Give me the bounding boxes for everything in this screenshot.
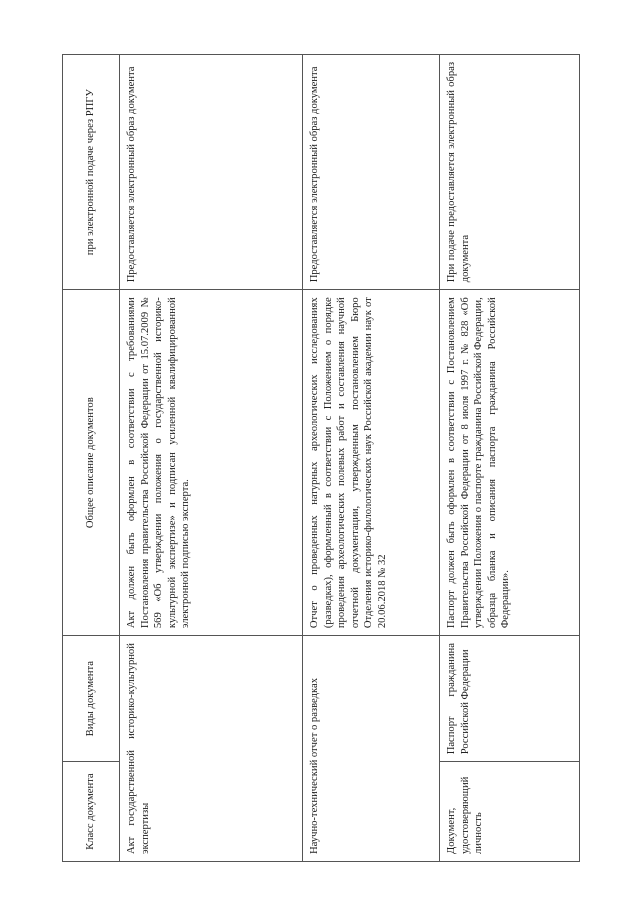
- cell-doc-class: Акт государственной историко-культурной экспертизы: [120, 636, 303, 862]
- header-doc-class: Класс документа: [63, 762, 120, 862]
- cell-electronic: Предоставляется электронный образ документа: [120, 55, 303, 290]
- header-doc-kind: Виды документа: [63, 636, 120, 762]
- cell-doc-kind: Паспорт гражданина Российской Федерации: [440, 636, 580, 762]
- cell-description: Паспорт должен быть оформлен в соответствии с Постановлением Правительства Российской Федерации от 8 июля 1997 г. № 828 «Об утверждении Положения о паспорте гражданина Российской Федерации, образца бланка и описания паспорта гражданина Российской Федерации».: [440, 290, 580, 636]
- rotated-page: [62, 54, 580, 862]
- cell-electronic: При подаче предоставляется электронный образ документа: [440, 55, 580, 290]
- documents-table: [62, 54, 580, 862]
- cell-description: Акт должен быть оформлен в соответствии с требованиями Постановления правительства Российской Федерации от 15.07.2009 № 569 «Об утверждении положения о государственной историко-культурной экспертизе» и подписан усиленной квалифицированной электронной подписью эксперта.: [120, 290, 303, 636]
- cell-doc-class: Научно-технический отчет о разведках: [303, 636, 440, 862]
- cell-description: Отчет о проведенных натурных археологических исследованиях (разведках), оформленный в соответствии с Положением о порядке проведения археологических полевых работ и составления научной отчетной документации, утвержденным постановлением Бюро Отделения историко-филологических наук Российской академии наук от 20.06.2018 № 32: [303, 290, 440, 636]
- table-row: [120, 55, 303, 862]
- header-description: Общее описание документов: [63, 290, 120, 636]
- header-electronic: при электронной подаче через РПГУ: [63, 55, 120, 290]
- cell-electronic: Предоставляется электронный образ документа: [303, 55, 440, 290]
- cell-doc-class: Документ, удостоверяющий личность: [440, 762, 580, 862]
- table-row: [440, 55, 580, 862]
- table-header-row: [63, 55, 120, 862]
- table-row: [303, 55, 440, 862]
